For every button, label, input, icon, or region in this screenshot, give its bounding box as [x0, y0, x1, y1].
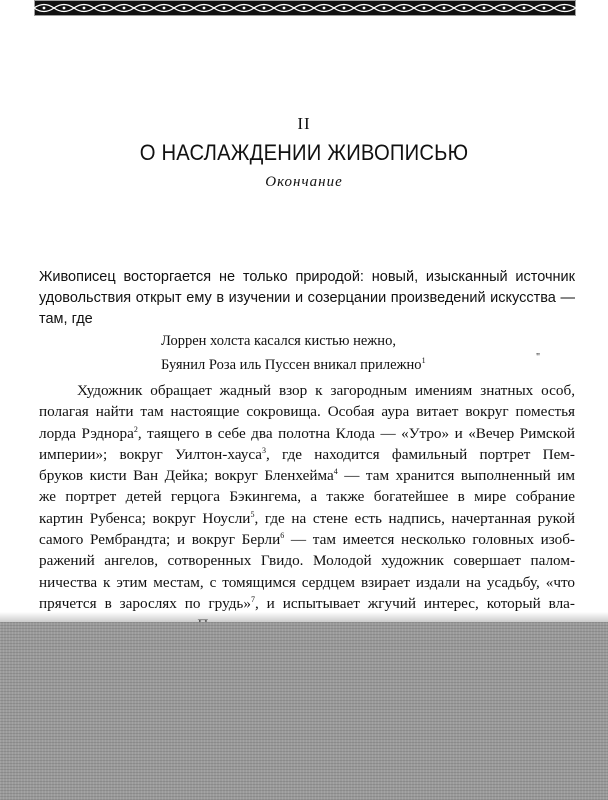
footnote-ref: 4	[333, 467, 338, 477]
footnote-ref: 2	[133, 424, 138, 434]
intro-line: Живописец восторгается не только природой: новый, изысканный источник	[39, 269, 575, 285]
footnote-ref: 5	[250, 509, 255, 519]
body-text-span: самого Рембрандта; и вокруг Берли	[39, 531, 281, 549]
ornament-pattern	[34, 0, 576, 16]
body-text-span: , таящего в себе два полотна Клода — «Утро» и «Вечер Римской	[137, 424, 575, 442]
body-text-span: — там хранится выполненный им	[337, 467, 575, 485]
body-text-span: картин Рубенса; вокруг Ноусли	[39, 509, 251, 527]
body-text-span: прячется в зарослях по грудь»	[39, 594, 251, 612]
body-text-span: бруков кисти Ван Дейка; вокруг Бленхейма	[39, 467, 334, 485]
intro-line: удовольствия открыт ему в изучении и созерцании произведений искусства —	[39, 290, 575, 306]
footnote-ref: 6	[280, 531, 285, 541]
verse-line-2-text: Буянил Роза иль Пуссен вникал прилежно	[161, 356, 422, 373]
body-text-span: лорда Рэднора	[39, 424, 134, 442]
body-line: Художник обращает жадный взор к загородным имениям знатных особ,	[77, 382, 575, 399]
body-line	[39, 508, 575, 529]
body-text-span: империи»; вокруг Уилтон-хауса	[39, 445, 262, 463]
intro-paragraph	[39, 267, 575, 330]
verse-quote	[161, 331, 426, 375]
chapter-title: О НАСЛАЖДЕНИИ ЖИВОПИСЬЮ	[139, 140, 469, 165]
body-line	[39, 444, 575, 465]
obscured-lower-page	[0, 622, 608, 800]
margin-mark: "	[536, 352, 541, 363]
verse-line-2	[161, 351, 426, 375]
body-text-span: — там имеется несколько головных изоб-	[284, 531, 575, 549]
chapter-number: II	[297, 114, 311, 133]
footnote-ref: 7	[250, 594, 255, 604]
body-text-span: , где на стене есть надпись, начертанная рукой	[254, 509, 575, 527]
chapter-subtitle: Окончание	[265, 174, 343, 190]
decorative-ornament-border	[34, 0, 576, 16]
body-line: полагая найти там настоящие сокровища. Особая аура витает вокруг поместья	[39, 403, 575, 421]
body-line: ничества к этим местам, с томящимся сердцем взирает издали на усадьбу, «что	[39, 573, 575, 591]
body-text-span: , и испытывает жгучий интерес, который вла-	[254, 594, 575, 612]
body-line: же портрет детей герцога Бэкингема, а также богатейшее в мире собрание	[39, 488, 575, 506]
body-line	[39, 465, 575, 486]
body-text-span: , где находится фамильный портрет Пем-	[265, 445, 575, 463]
footnote-ref: 3	[261, 445, 266, 455]
footnote-ref: 1	[421, 356, 426, 365]
body-line: ражений ангелов, сотворенных Гвидо. Молодой художник совершает палом-	[39, 552, 575, 570]
verse-line-1: Лоррен холста касался кистью нежно,	[161, 333, 396, 349]
intro-line: там, где	[39, 311, 93, 327]
body-line	[39, 423, 575, 444]
body-line	[39, 529, 575, 550]
